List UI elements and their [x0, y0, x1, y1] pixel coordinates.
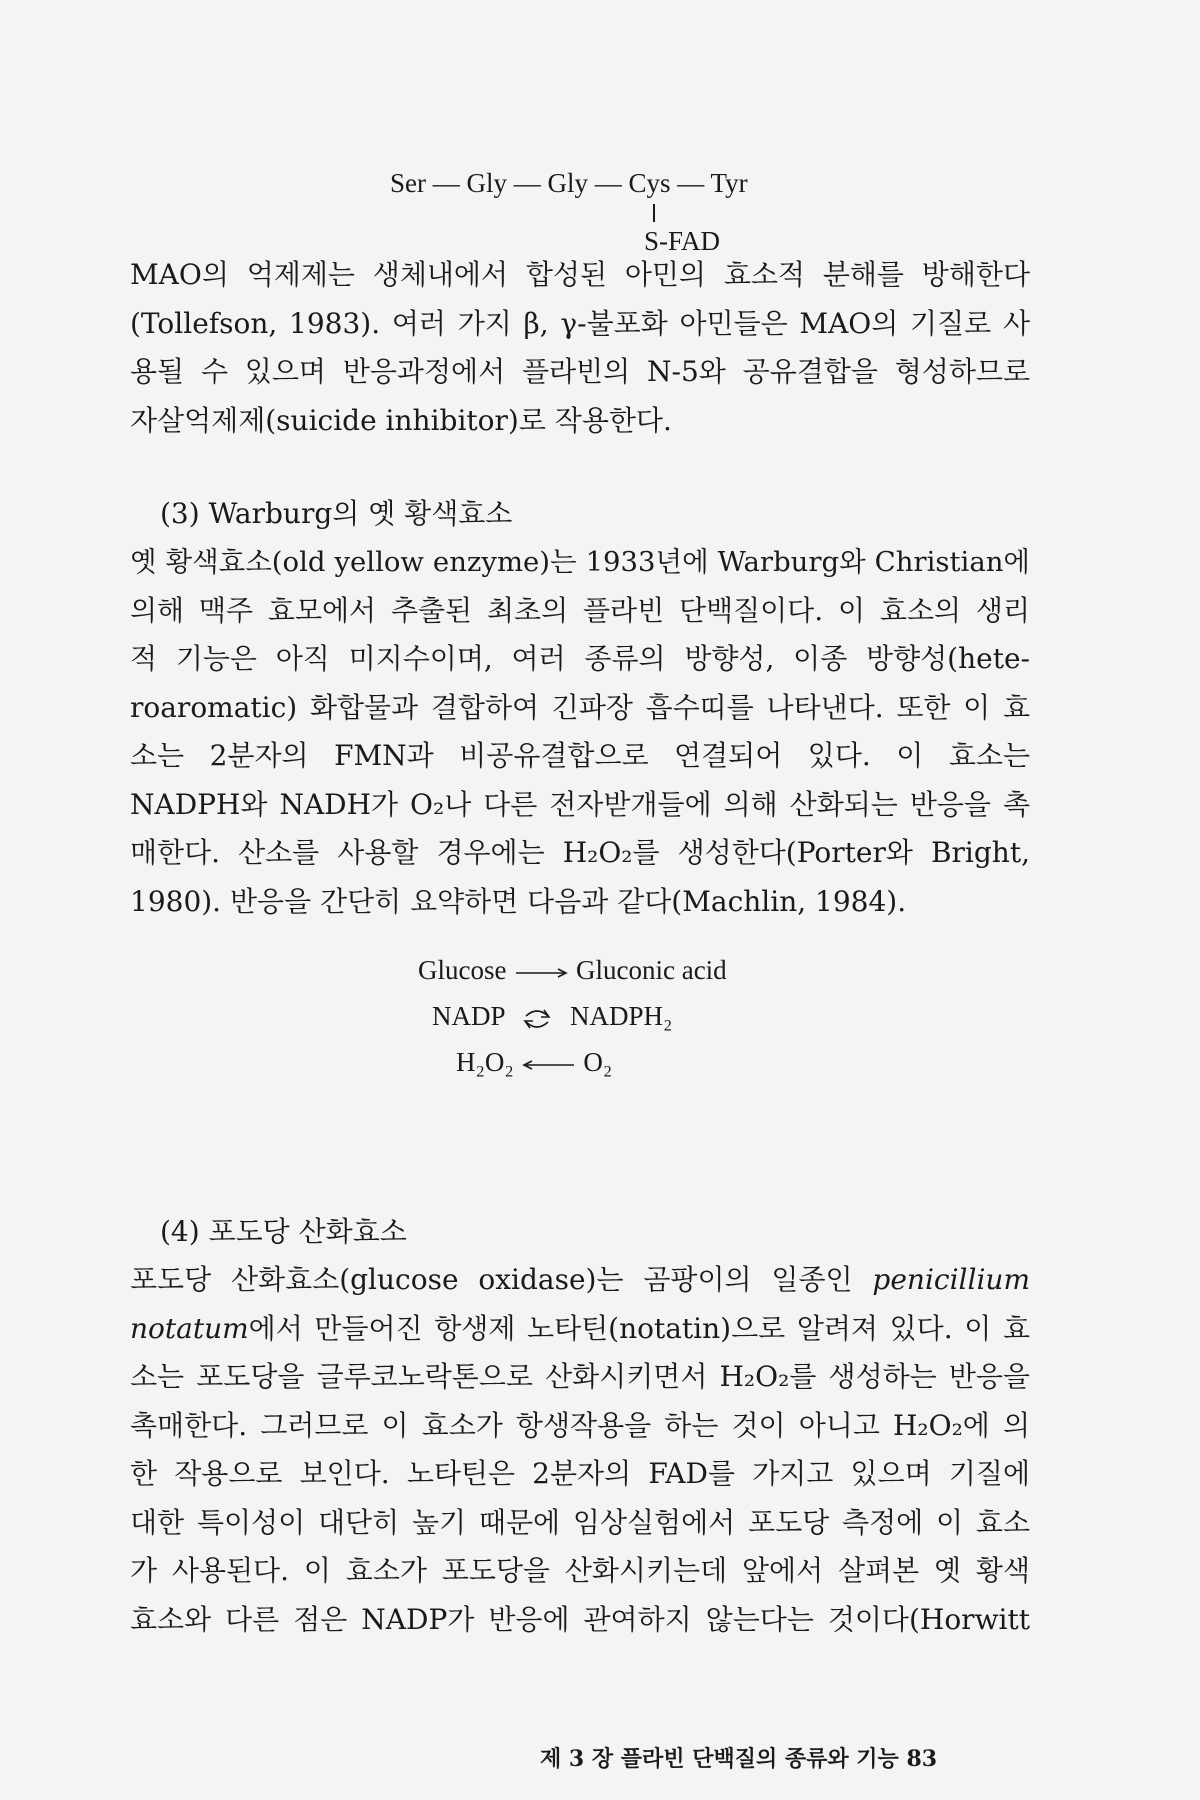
text-line: NADPH와 NADH가 O₂나 다른 전자받개들에 의해 산화되는 반응을 촉: [130, 787, 1030, 821]
text-line: 효소와 다른 점은 NADP가 반응에 관여하지 않는다는 것이다(Horwitt: [130, 1602, 1030, 1636]
text-line: 한 작용으로 보인다. 노타틴은 2분자의 FAD를 가지고 있으며 기질에: [130, 1457, 1030, 1490]
peptide-chain: Ser — Gly — Gly — Cys — Tyr: [390, 168, 748, 198]
product-h2o2: H₂O₂: [456, 1047, 514, 1077]
reaction-row-glucose: [418, 955, 727, 986]
text-line: 가 사용된다. 이 효소가 포도당을 산화시키는데 앞에서 살펴본 옛 황색: [130, 1554, 1030, 1587]
paragraph-glucose-oxidase: [130, 1256, 1030, 1644]
text-line: 적 기능은 아직 미지수이며, 여러 종류의 방향성, 이종 방향성(hete-: [130, 642, 1030, 675]
text-segment: 에서 만들어진 항생제 노타틴(notatin)으로 알려져 있다. 이 효: [248, 1311, 1030, 1345]
section-heading-4: (4) 포도당 산화효소: [160, 1215, 407, 1248]
text-line: MAO의 억제제는 생체내에서 합성된 아민의 효소적 분해를 방해한다: [130, 258, 1030, 291]
text-line: 소는 포도당을 글루코노락톤으로 산화시키면서 H₂O₂를 생성하는 반응을: [130, 1360, 1030, 1393]
peptide-scheme: [390, 168, 748, 256]
text-line: [130, 1256, 1030, 1305]
text-line: 1980). 반응을 간단히 요약하면 다음과 같다(Machlin, 1984).: [130, 884, 907, 918]
cys-bond-line: [653, 204, 655, 222]
text-line: 촉매한다. 그러므로 이 효소가 항생작용을 하는 것이 아니고 H₂O₂에 의: [130, 1408, 1030, 1442]
text-line: 자살억제제(suicide inhibitor)로 작용한다.: [130, 403, 672, 437]
species-name-italic: penicillium: [872, 1263, 1030, 1296]
cofactor-nadp: NADP: [432, 1001, 505, 1031]
species-name-italic: notatum: [130, 1311, 249, 1345]
reactant-glucose: Glucose: [418, 955, 507, 985]
text-line: 매한다. 산소를 사용할 경우에는 H₂O₂를 생성한다(Porter와 Bright,: [130, 836, 1030, 869]
paragraph-mao: [130, 251, 1030, 445]
cofactor-nadph2: NADPH₂: [570, 1001, 673, 1031]
reactant-o2: O₂: [583, 1047, 613, 1077]
text-line: 옛 황색효소(old yellow enzyme)는 1933년에 Warburg와 Christian에: [130, 546, 1030, 578]
arrow-left-icon: [521, 1058, 577, 1072]
reaction-row-nadp: [432, 1001, 672, 1034]
text-line: 소는 2분자의 FMN과 비공유결합으로 연결되어 있다. 이 효소는: [130, 739, 1030, 772]
peptide-substituent: S-FAD: [644, 226, 721, 256]
text-segment: 포도당 산화효소(glucose oxidase)는 곰팡이의 일종인: [130, 1263, 873, 1296]
text-line: 대한 특이성이 대단히 높기 때문에 임상실험에서 포도당 측정에 이 효소: [130, 1505, 1030, 1539]
section-heading-3: (3) Warburg의 옛 황색효소: [160, 497, 513, 530]
text-line: [130, 1305, 1030, 1354]
arrow-right-icon: [513, 966, 569, 980]
cycle-arrows-icon: [511, 1004, 563, 1034]
paragraph-old-yellow-enzyme: [130, 538, 1030, 926]
text-line: roaromatic) 화합물과 결합하여 긴파장 흡수띠를 나타낸다. 또한 이 효: [130, 690, 1030, 724]
text-line: 의해 맥주 효모에서 추출된 최초의 플라빈 단백질이다. 이 효소의 생리: [130, 593, 1030, 627]
text-line: 용될 수 있으며 반응과정에서 플라빈의 N-5와 공유결합을 형성하므로: [130, 355, 1030, 388]
product-gluconic-acid: Gluconic acid: [575, 955, 727, 985]
page-footer: 제 3 장 플라빈 단백질의 종류와 기능 83: [540, 1746, 938, 1772]
reaction-row-h2o2: [456, 1047, 612, 1078]
text-line: (Tollefson, 1983). 여러 가지 β, γ-불포화 아민들은 MAO의 기질로 사: [130, 306, 1030, 340]
